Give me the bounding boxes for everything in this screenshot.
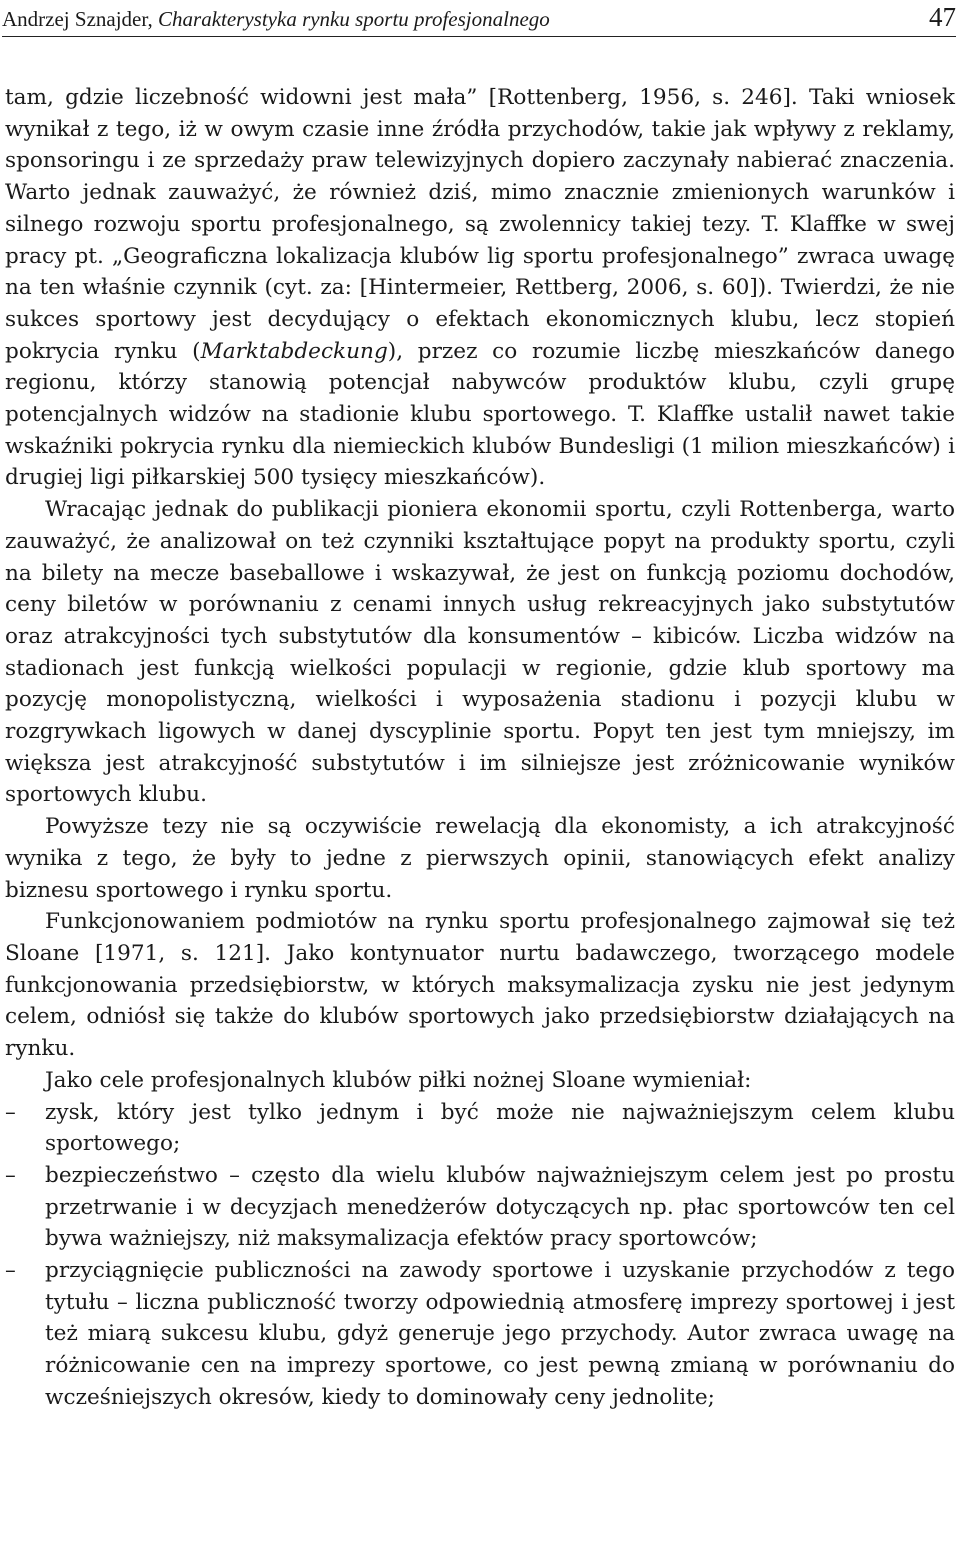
page-number: 47 [929,2,956,32]
running-title [2,7,550,32]
goals-list [5,1097,955,1414]
paragraph-1 [5,82,955,494]
paragraph-1-italic-term: Marktabdeckung [200,338,388,364]
paragraph-1-text-a: tam, gdzie liczebność widowni jest mała” [Rottenberg, 1956, s. 246]. Taki wniosek wynikał z tego, iż w owym czasie inne źródła przychodów, takie jak wpływy z reklamy, sponsoringu i ze sprzedaży praw telewizyjnych dopiero zaczynały nabierać znaczenia. Warto jednak zauważyć, że również dziś, mimo znacznie zmienionych warunków i silnego rozwoju sportu profesjonalnego, są zwolennicy takiej tezy. T. Klaffke w swej pracy pt. „Geograficzna lokalizacja klubów lig sportu profesjonalnego” zwraca uwagę na ten właśnie czynnik (cyt. za: [Hintermeier, Rettberg, 2006, s. 60]). Twierdzi, że nie sukces sportowy jest decydujący o efektach ekonomicznych klubu, lecz stopień pokrycia rynku ( [5,85,955,364]
author-name: Andrzej Sznajder, [2,7,153,31]
page-body [5,82,955,1414]
book-title: Charakterystyka rynku sportu profesjonalnego [158,7,550,31]
paragraph-2: Wracając jednak do publikacji pioniera ekonomii sportu, czyli Rottenberga, warto zauważyć, że analizował on też czynniki kształtujące popyt na produkty sportu, czyli na bilety na mecze baseballowe i wskazywał, że jest on funkcją poziomu dochodów, ceny biletów w porównaniu z cenami innych usług rekreacyjnych jako substytutów oraz atrakcyjności tych substytutów dla konsumentów – kibiców. Liczba widzów na stadionach jest funkcją wielkości populacji w regionie, gdzie klub sportowy ma pozycję monopolistyczną, wielkości i wyposażenia stadionu i pozycji klubu w rozgrywkach ligowych w danej dyscyplinie sportu. Popyt ten jest tym mniejszy, im większa jest atrakcyjność substytutów i im silniejsze jest zróżnicowanie wyników sportowych klubu. [5,497,955,808]
paragraph-5: Jako cele profesjonalnych klubów piłki nożnej Sloane wymieniał: [45,1067,752,1093]
list-item: – bezpieczeństwo – często dla wielu klubów najważniejszym celem jest po prostu przetrwanie i w decyzjach menedżerów dotyczących np. płac sportowców ten cel bywa ważniejszy, niż maksymalizacja efektów pracy sportowców; [5,1160,955,1255]
list-item: – przyciągnięcie publiczności na zawody sportowe i uzyskanie przychodów z tego tytułu – liczna publiczność tworzy odpowiednią atmosferę imprezy sportowej i jest też miarą sukcesu klubu, gdyż generuje jego przychody. Autor zwraca uwagę na różnicowanie cen na imprezy sportowe, co jest pewną zmianą w porównaniu do wcześniejszych okresów, kiedy to dominowały ceny jednolite; [5,1255,955,1414]
list-item: – zysk, który jest tylko jednym i być może nie najważniejszym celem klubu sportowego; [5,1097,955,1160]
paragraph-4: Funkcjonowaniem podmiotów na rynku sportu profesjonalnego zajmował się też Sloane [1971, s. 121]. Jako kontynuator nurtu badawczego, tworzącego modele funkcjonowania przedsiębiorstw, w których maksymalizacja zysku nie jest jedynym celem, odniósł się także do klubów sportowych jako przedsiębiorstw działających na rynku. [5,909,955,1062]
paragraph-1-text-b: ), przez co rozumie liczbę mieszkańców danego regionu, którzy stanowią potencjał nabywców produktów klubu, czyli grupę potencjalnych widzów na stadionie klubu sportowego. T. Klaffke ustalił nawet takie wskaźniki pokrycia rynku dla niemieckich klubów Bundesligi (1 milion mieszkańców) i drugiej ligi piłkarskiej 500 tysięcy mieszkańców). [5,338,955,491]
paragraph-3: Powyższe tezy nie są oczywiście rewelacją dla ekonomisty, a ich atrakcyjność wynika z tego, że były to jedne z pierwszych opinii, stanowiących efekt analizy biznesu sportowego i rynku sportu. [5,814,955,903]
page-header [2,2,956,37]
